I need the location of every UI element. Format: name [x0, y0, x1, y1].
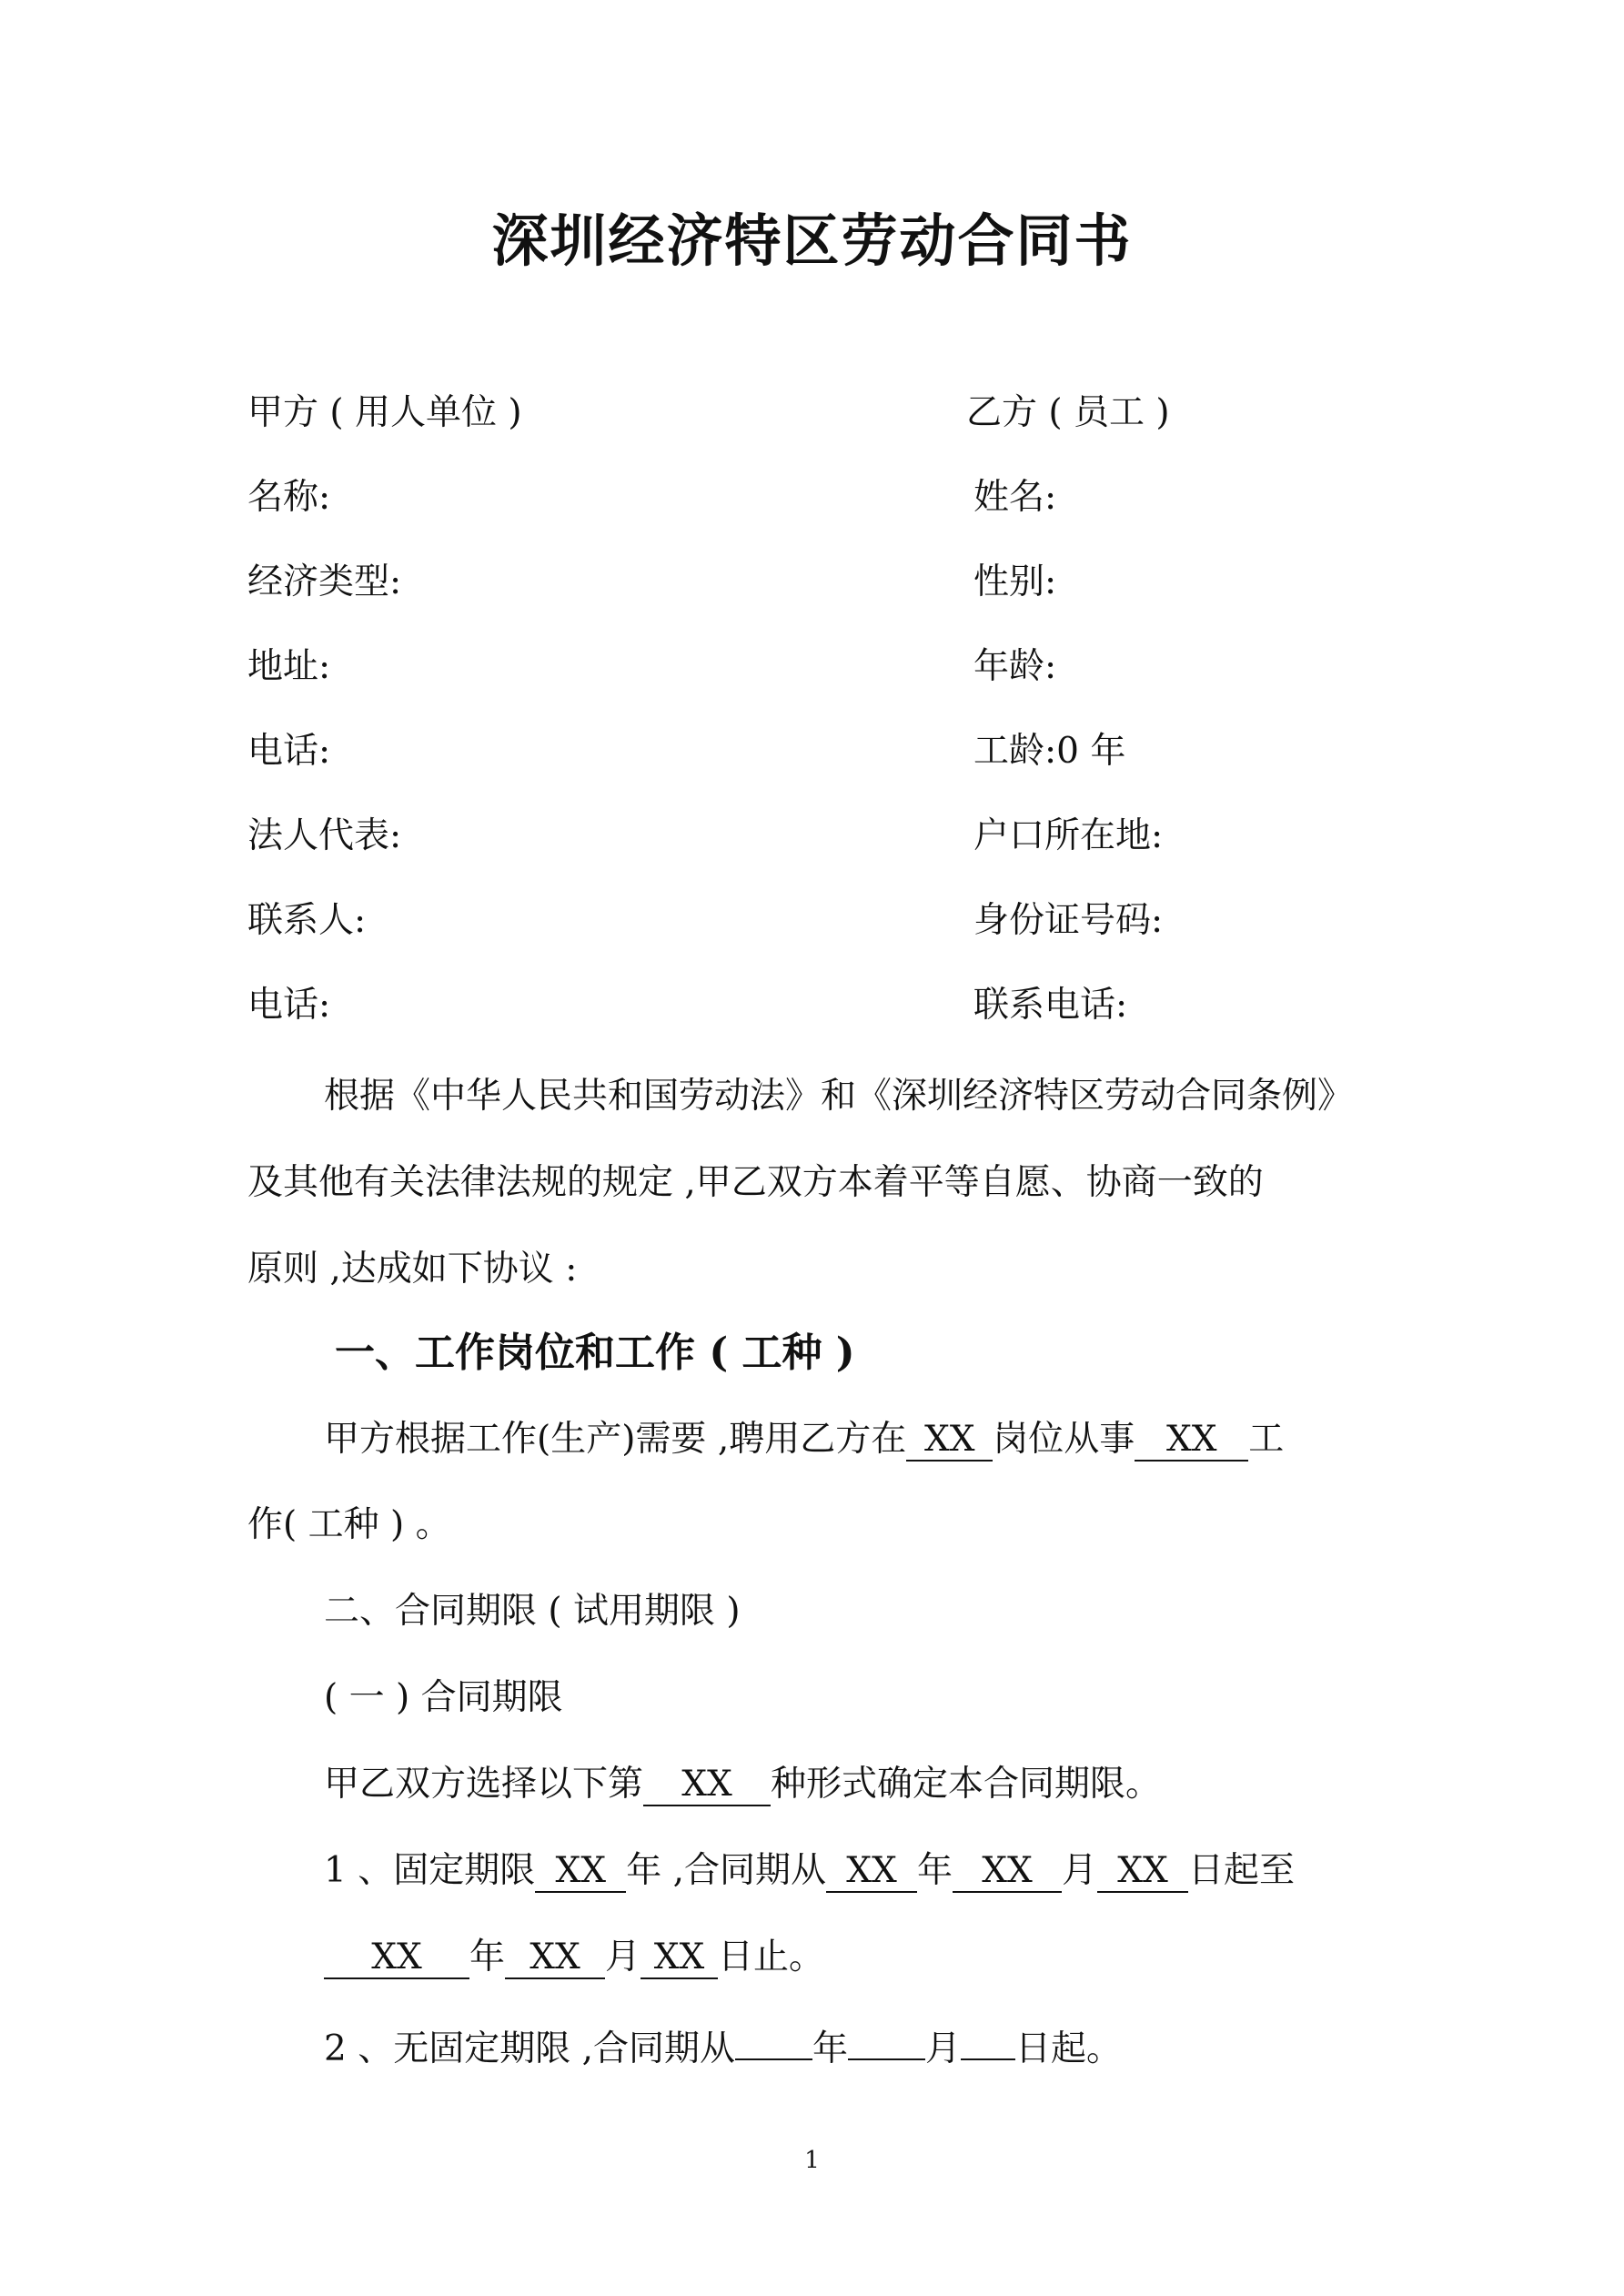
fixed-term-text-2: 年: [917, 1850, 953, 1891]
section-1-paragraph-line-1: [324, 1416, 1284, 1463]
party-b-id-number-label: 身份证号码:: [973, 900, 1164, 941]
section-1-text-c: 工: [1248, 1419, 1285, 1460]
page-number: 1: [804, 2147, 820, 2174]
post-blank: XX: [906, 1421, 993, 1462]
term-choice-text-a: 甲乙双方选择以下第: [324, 1764, 644, 1805]
party-a-name-label: 名称:: [247, 477, 331, 518]
fixed-start-day-blank: XX: [1097, 1853, 1188, 1893]
party-a-phone-label: 电话:: [247, 731, 331, 772]
section-2-sub-1: ( 一 ) 合同期限: [324, 1677, 563, 1718]
party-a-header: 甲方 ( 用人单位 ): [247, 392, 522, 433]
section-1-paragraph-line-2: 作( 工种 ) 。: [247, 1504, 451, 1545]
open-term-text-2: 月: [925, 2028, 962, 2069]
fixed-start-year-blank: XX: [826, 1853, 917, 1893]
fixed-end-month-blank: XX: [505, 1939, 605, 1979]
open-term-text-3: 日起。: [1015, 2028, 1123, 2069]
party-b-seniority-label: 工龄:0 年: [973, 731, 1126, 772]
term-choice-line: [324, 1761, 1161, 1808]
party-a-contact-phone-label: 电话:: [247, 985, 331, 1026]
open-term-prefix: 2 、无固定期限 ,合同期从: [324, 2028, 736, 2069]
fixed-start-month-blank: XX: [953, 1853, 1062, 1893]
party-b-header: 乙方 ( 员工 ): [966, 392, 1170, 433]
open-start-year-blank: [735, 2020, 812, 2060]
fixed-term-text-6: 月: [605, 1937, 641, 1977]
fixed-years-blank: XX: [535, 1853, 626, 1893]
party-a-economic-type-label: 经济类型:: [247, 561, 402, 602]
fixed-term-prefix: 1 、固定期限: [324, 1850, 536, 1891]
party-a-legal-rep-label: 法人代表:: [247, 815, 402, 856]
term-choice-blank: XX: [643, 1766, 771, 1806]
open-start-month-blank: [848, 2020, 925, 2060]
party-a-contact-label: 联系人:: [247, 900, 367, 941]
fixed-term-text-7: 日止。: [718, 1937, 825, 1977]
open-start-day-blank: [961, 2020, 1015, 2060]
fixed-term-text-4: 日起至: [1188, 1850, 1296, 1891]
fixed-end-day-blank: XX: [641, 1939, 718, 1979]
fixed-term-line-2: [324, 1934, 824, 1981]
preamble-line-3: 原则 ,达成如下协议 :: [247, 1249, 578, 1290]
section-1-heading: 一、工作岗位和工作 ( 工种 ): [335, 1330, 855, 1376]
fixed-term-text-5: 年: [469, 1937, 506, 1977]
document-title: 深圳经济特区劳动合同书: [491, 207, 1133, 274]
fixed-term-text-1: 年 ,合同期从: [626, 1850, 827, 1891]
fixed-term-text-3: 月: [1062, 1850, 1098, 1891]
open-term-line: [324, 2020, 1122, 2073]
preamble-line-2: 及其他有关法律法规的规定 ,甲乙双方本着平等自愿、协商一致的: [247, 1162, 1264, 1203]
work-blank: XX: [1135, 1421, 1248, 1462]
term-choice-text-b: 种形式确定本合同期限。: [771, 1764, 1162, 1805]
party-b-age-label: 年龄:: [973, 646, 1057, 687]
preamble-line-1: 根据《中华人民共和国劳动法》和《深圳经济特区劳动合同条例》: [324, 1076, 1354, 1117]
section-1-text-a: 甲方根据工作(生产)需要 ,聘用乙方在: [324, 1419, 907, 1460]
party-b-gender-label: 性别:: [973, 561, 1057, 602]
party-a-address-label: 地址:: [247, 646, 331, 687]
fixed-term-line-1: [324, 1847, 1295, 1895]
open-term-text-1: 年: [812, 2028, 849, 2069]
party-b-contact-phone-label: 联系电话:: [973, 985, 1128, 1026]
section-2-heading: 二、合同期限 ( 试用期限 ): [324, 1591, 741, 1632]
party-b-hukou-label: 户口所在地:: [973, 815, 1164, 856]
fixed-end-year-blank: XX: [324, 1939, 469, 1979]
section-1-text-b: 岗位从事: [993, 1419, 1135, 1460]
party-b-name-label: 姓名:: [973, 477, 1057, 518]
